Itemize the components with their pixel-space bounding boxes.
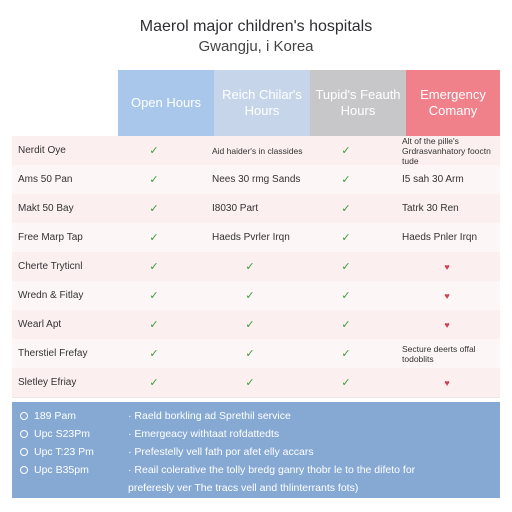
table-row (12, 252, 500, 282)
footer-time-text: Upc S23Pm (34, 428, 91, 440)
cell-text: Secture deerts offal todoblits (402, 343, 476, 364)
heart-icon: ♥ (444, 319, 450, 330)
text-cell (202, 223, 308, 252)
heart-icon: ♥ (444, 261, 450, 272)
footer-time (20, 464, 89, 476)
check-icon: ✓ (341, 290, 351, 302)
heart-cell (394, 310, 500, 339)
check-icon: ✓ (341, 261, 351, 273)
check-icon: ✓ (341, 174, 351, 186)
footer-note: · Prefestelly vell fath por afet elly accars (128, 446, 314, 458)
footer-note: · Reail colerative the tolly bredg ganry thobr le to the difeto for (128, 464, 416, 476)
check-icon: ✓ (341, 232, 351, 244)
row-label: Ams 50 Pan (18, 174, 73, 185)
footer-note: · Raeld borkling ad Sprethil service (128, 410, 291, 422)
row-label: Sletley Efriay (18, 377, 77, 388)
heart-cell (394, 252, 500, 281)
table-row (12, 310, 500, 340)
row-label: Wredn & Fitlay (18, 290, 84, 301)
check-icon: ✓ (341, 203, 351, 215)
text-cell (394, 339, 508, 368)
check-icon: ✓ (149, 319, 159, 331)
text-cell (394, 223, 508, 252)
check-icon: ✓ (341, 319, 351, 331)
table-row (12, 136, 500, 166)
row-label: Wearl Apt (18, 319, 62, 330)
check-icon: ✓ (149, 232, 159, 244)
text-cell (394, 165, 508, 194)
footer-note: · Emergeacy withtaat rofdattedts (128, 428, 280, 440)
cell-text: Tatrk 30 Ren (402, 203, 459, 214)
header-reich-hours: Reich Chilar's Hours (214, 70, 310, 136)
heart-cell (394, 281, 500, 310)
check-icon: ✓ (341, 377, 351, 389)
table-row (12, 368, 500, 398)
header-open-hours: Open Hours (118, 70, 214, 136)
footer-time (20, 446, 94, 458)
check-cell (106, 136, 202, 165)
check-cell (106, 339, 202, 368)
check-cell (298, 281, 394, 310)
check-cell (298, 194, 394, 223)
check-icon: ✓ (245, 348, 255, 360)
check-cell (106, 281, 202, 310)
check-cell (202, 252, 298, 281)
footer-time-text: 189 Pam (34, 410, 77, 422)
cell-text: I8030 Part (212, 203, 259, 214)
check-cell (106, 223, 202, 252)
check-cell (298, 223, 394, 252)
check-icon: ✓ (149, 174, 159, 186)
check-cell (106, 368, 202, 397)
table-row (12, 223, 500, 253)
check-cell (106, 194, 202, 223)
footer-note: preferesly ver The tracs vell and thlinterrants fots) (128, 482, 359, 494)
clock-icon (20, 448, 28, 456)
clock-icon (20, 466, 28, 474)
heart-icon: ♥ (444, 290, 450, 301)
text-cell (394, 194, 508, 223)
page-subtitle: Gwangju, i Korea (198, 38, 314, 55)
clock-icon (20, 430, 28, 438)
header-emergency: Emergency Comany (406, 70, 500, 136)
check-icon: ✓ (149, 348, 159, 360)
table-header (0, 70, 512, 136)
check-cell (202, 339, 298, 368)
check-icon: ✓ (341, 348, 351, 360)
check-cell (106, 165, 202, 194)
cell-text: Haeds Pvrler Irqn (212, 232, 290, 243)
check-cell (202, 281, 298, 310)
row-label: Therstiel Frefay (18, 348, 88, 359)
clock-icon (20, 412, 28, 420)
text-cell (394, 136, 508, 165)
header-empty (12, 70, 118, 136)
check-cell (106, 310, 202, 339)
cell-text: Alt of the pille's Grdrasvanhatory fooctn tude (402, 135, 491, 166)
footer-time-text: Upc B35pm (34, 464, 89, 476)
check-cell (298, 252, 394, 281)
cell-text: I5 sah 30 Arm (402, 174, 464, 185)
text-cell (202, 136, 308, 165)
table-row (12, 194, 500, 224)
check-icon: ✓ (245, 261, 255, 273)
check-cell (298, 136, 394, 165)
check-icon: ✓ (149, 145, 159, 157)
check-cell (298, 310, 394, 339)
check-icon: ✓ (149, 290, 159, 302)
footer-time-text: Upc T:23 Pm (34, 446, 94, 458)
row-label: Nerdit Oye (18, 145, 66, 156)
table-row (12, 281, 500, 311)
row-label: Free Marp Tap (18, 232, 83, 243)
check-cell (298, 368, 394, 397)
check-icon: ✓ (149, 377, 159, 389)
text-cell (202, 165, 308, 194)
check-icon: ✓ (149, 203, 159, 215)
text-cell (202, 194, 308, 223)
check-icon: ✓ (245, 290, 255, 302)
check-cell (202, 310, 298, 339)
footer-panel (12, 402, 500, 498)
cell-text: Nees 30 rmg Sands (212, 174, 301, 185)
footer-time (20, 428, 90, 440)
check-icon: ✓ (149, 261, 159, 273)
page-title: Maerol major children's hospitals (139, 18, 373, 35)
heart-cell (394, 368, 500, 397)
row-label: Cherte Tryticnl (18, 261, 83, 272)
check-icon: ✓ (245, 377, 255, 389)
table-row (12, 339, 500, 369)
check-icon: ✓ (245, 319, 255, 331)
footer-time (20, 410, 76, 422)
check-cell (202, 368, 298, 397)
cell-text: Haeds Pnler Irqn (402, 232, 478, 243)
row-label: Makt 50 Bay (18, 203, 74, 214)
check-cell (298, 165, 394, 194)
cell-text: Aid haider's in classides (212, 145, 303, 156)
heart-icon: ♥ (444, 377, 450, 388)
header-tupid-hours: Tupid's Feauth Hours (310, 70, 406, 136)
check-cell (106, 252, 202, 281)
table-row (12, 165, 500, 195)
check-cell (298, 339, 394, 368)
check-icon: ✓ (341, 145, 351, 157)
